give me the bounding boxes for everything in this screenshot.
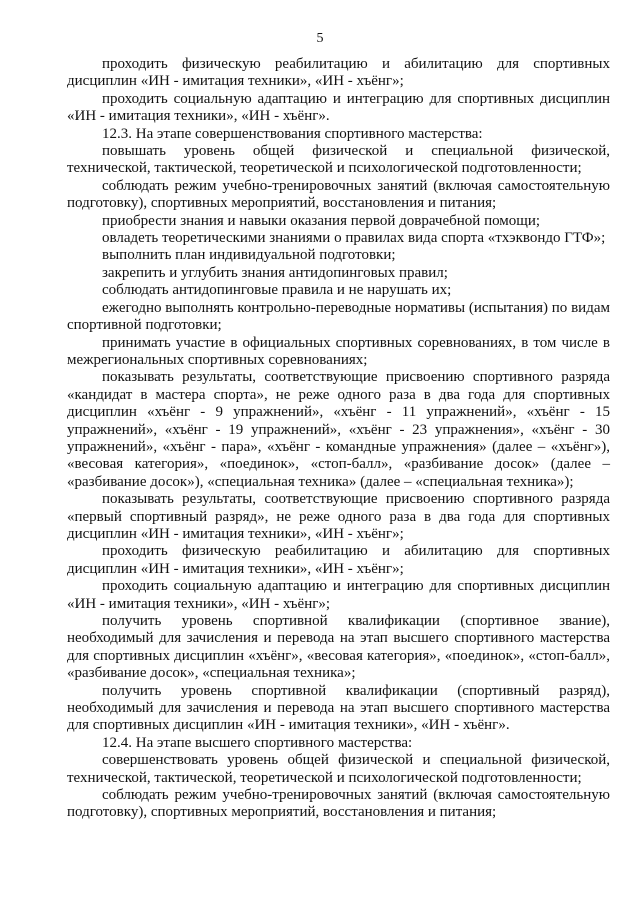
- page-number: 5: [316, 31, 324, 46]
- paragraph: показывать результаты, соответствующие присвоению спортивного разряда «первый спортивный разряд», не реже одного раза в два года для спортивных дисциплин «ИН - имитация техники», «ИН - хъёнг»;: [67, 491, 610, 542]
- paragraph: проходить физическую реабилитацию и абилитацию для спортивных дисциплин «ИН - имитация техники», «ИН - хъёнг»;: [67, 56, 610, 90]
- paragraph: получить уровень спортивной квалификации (спортивное звание), необходимый для зачисления и перевода на этап высшего спортивного мастерства для спортивных дисциплин «хъёнг», «весовая категория», «поединок», «стоп-балл», «разбивание досок», «специальная техника»;: [67, 613, 610, 682]
- paragraph: получить уровень спортивной квалификации (спортивный разряд), необходимый для зачисления и перевода на этап высшего спортивного мастерства для спортивных дисциплин «ИН - имитация техники», «ИН - хъёнг».: [67, 682, 610, 734]
- paragraph: соблюдать режим учебно-тренировочных занятий (включая самостоятельную подготовку), спортивных мероприятий, восстановления и питания;: [67, 177, 610, 212]
- paragraph: соблюдать антидопинговые правила и не нарушать их;: [102, 282, 452, 299]
- paragraph: совершенствовать уровень общей физической и специальной физической, технической, тактической, теоретической и психологической подготовленности;: [67, 752, 610, 786]
- document-body: [67, 56, 610, 822]
- paragraph: проходить социальную адаптацию и интеграцию для спортивных дисциплин «ИН - имитация техники», «ИН - хъёнг».: [67, 90, 610, 125]
- paragraph: показывать результаты, соответствующие присвоению спортивного разряда «кандидат в мастера спорта», не реже одного раза в два года для спортивных дисциплин «хъёнг - 9 упражнений», «хъёнг - 11 упражнений», «хъёнг - 15 упражнений», «хъёнг - 19 упражнений», «хъёнг - 23 упражнения», «хъёнг - 30 упражнений», «хъёнг - пара», «хъёнг - командные упражнения» (далее – «хъёнг»), «весовая категория», «поединок», «стоп-балл», «разбивание досок» (далее – «разбивание досок»), «специальная техника» (далее – «специальная техника»);: [67, 369, 610, 490]
- paragraph: ежегодно выполнять контрольно-переводные нормативы (испытания) по видам спортивной подготовки;: [67, 299, 610, 334]
- paragraph: соблюдать режим учебно-тренировочных занятий (включая самостоятельную подготовку), спортивных мероприятий, восстановления и питания;: [67, 787, 610, 821]
- section-heading-12-3: 12.3. На этапе совершенствования спортивного мастерства:: [102, 125, 483, 142]
- paragraph: выполнить план индивидуальной подготовки;: [102, 247, 396, 264]
- paragraph: приобрести знания и навыки оказания первой доврачебной помощи;: [102, 212, 541, 229]
- paragraph: проходить социальную адаптацию и интеграцию для спортивных дисциплин «ИН - имитация техники», «ИН - хъёнг»;: [67, 578, 610, 612]
- paragraph: овладеть теоретическими знаниями о правилах вида спорта «тхэквондо ГТФ»;: [102, 230, 606, 247]
- paragraph: проходить физическую реабилитацию и абилитацию для спортивных дисциплин «ИН - имитация техники», «ИН - хъёнг»;: [67, 543, 610, 577]
- section-heading-12-4: 12.4. На этапе высшего спортивного мастерства:: [102, 734, 413, 751]
- paragraph: закрепить и углубить знания антидопинговых правил;: [102, 264, 448, 281]
- paragraph: принимать участие в официальных спортивных соревнованиях, в том числе в межрегиональных спортивных соревнованиях;: [67, 334, 610, 368]
- paragraph: повышать уровень общей физической и специальной физической, технической, тактической, теоретической и психологической подготовленности;: [67, 143, 610, 177]
